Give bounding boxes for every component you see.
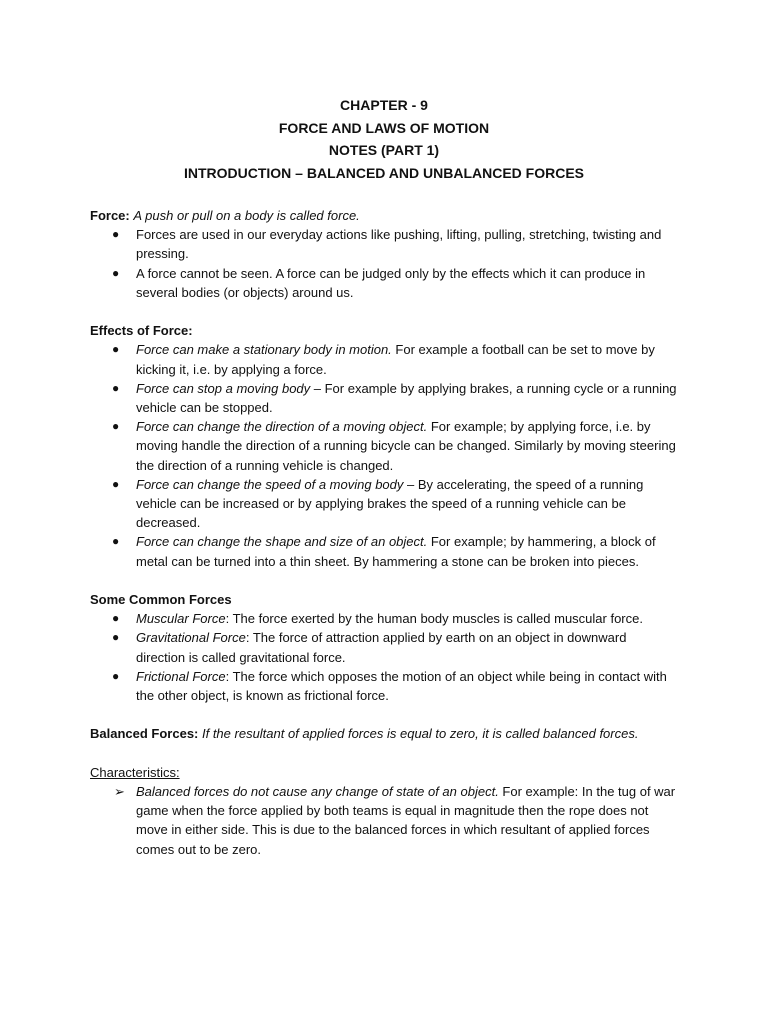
bullet-icon: ● [112, 476, 120, 491]
balanced-forces-definition [90, 724, 678, 743]
list-item: ● Muscular Force: The force exerted by the human body muscles is called muscular force. [90, 609, 678, 628]
list-item: ● Forces are used in our everyday actions like pushing, lifting, pulling, stretching, twisting and pressing. [112, 227, 662, 262]
chapter-subject: FORCE AND LAWS OF MOTION [278, 119, 490, 136]
force-definition-text: A push or pull on a body is called force. [133, 208, 360, 223]
effects-list [90, 340, 678, 570]
chapter-title: CHAPTER - 9 [340, 97, 428, 113]
common-forces-list [90, 609, 678, 705]
list-item: ● Frictional Force: The force which opposes the motion of an object while being in contact with the other object, is known as frictional force. [112, 668, 667, 704]
list-item: ● Force can change the direction of a moving object. For example; by applying force, i.e. by moving handle the direction of a running bicycle can be changed. Similarly by moving steering the direction of a running vehicle is changed. [112, 419, 676, 473]
list-item: ● Force can change the speed of a moving body – By accelerating, the speed of a running vehicle can be increased or by applying brakes the speed of a running vehicle can be decreased. [112, 476, 644, 531]
force-label: Force: [90, 208, 130, 223]
list-item: ● Force can stop a moving body – For example by applying brakes, a running cycle or a running vehicle can be stopped. [112, 380, 677, 416]
list-item: ● A force cannot be seen. A force can be judged only by the effects which it can produce in several bodies (or objects) around us. [112, 265, 646, 300]
force-bullets [90, 225, 678, 302]
force-definition [90, 206, 678, 225]
characteristics-list [90, 782, 678, 859]
list-item: ● Force can make a stationary body in motion. For example a football can be set to move by kicking it, i.e. by applying a force. [112, 342, 655, 377]
arrow-bullet-icon: ➢ [114, 784, 125, 800]
section-title: INTRODUCTION – BALANCED AND UNBALANCED FORCES [183, 164, 585, 181]
bullet-icon: ● [112, 668, 120, 683]
list-item: ➢ Balanced forces do not cause any change of state of an object. For example: In the tug of war game when the force applied by both teams is equal in magnitude then the rope does not move in either side. This is due to the balanced forces in which resultant of applied forces comes out to be zero. [114, 784, 676, 857]
bullet-icon: ● [112, 342, 120, 357]
bullet-icon: ● [112, 227, 120, 242]
bullet-icon: ● [112, 630, 120, 645]
characteristics-heading: Characteristics: [90, 764, 180, 780]
common-forces-heading: Some Common Forces [90, 592, 232, 608]
list-item: ● Force can change the shape and size of an object. For example; by hammering, a block of metal can be turned into a thin sheet. By hammering a stone can be broken into pieces. [112, 534, 656, 569]
notes-page [90, 94, 678, 859]
bullet-icon: ● [112, 265, 120, 280]
effects-heading: Effects of Force: [90, 323, 193, 339]
balanced-forces-label: Balanced Forces: [90, 726, 199, 742]
bullet-icon: ● [112, 534, 120, 549]
notes-part: NOTES (PART 1) [328, 142, 440, 158]
bullet-icon: ● [112, 419, 120, 434]
bullet-icon: ● [112, 611, 120, 626]
balanced-forces-text: If the resultant of applied forces is equal to zero, it is called balanced forces. [198, 726, 639, 742]
bullet-icon: ● [112, 380, 120, 395]
list-item: ● Gravitational Force: The force of attraction applied by earth on an object in downward direction is called gravitational force. [112, 630, 627, 665]
